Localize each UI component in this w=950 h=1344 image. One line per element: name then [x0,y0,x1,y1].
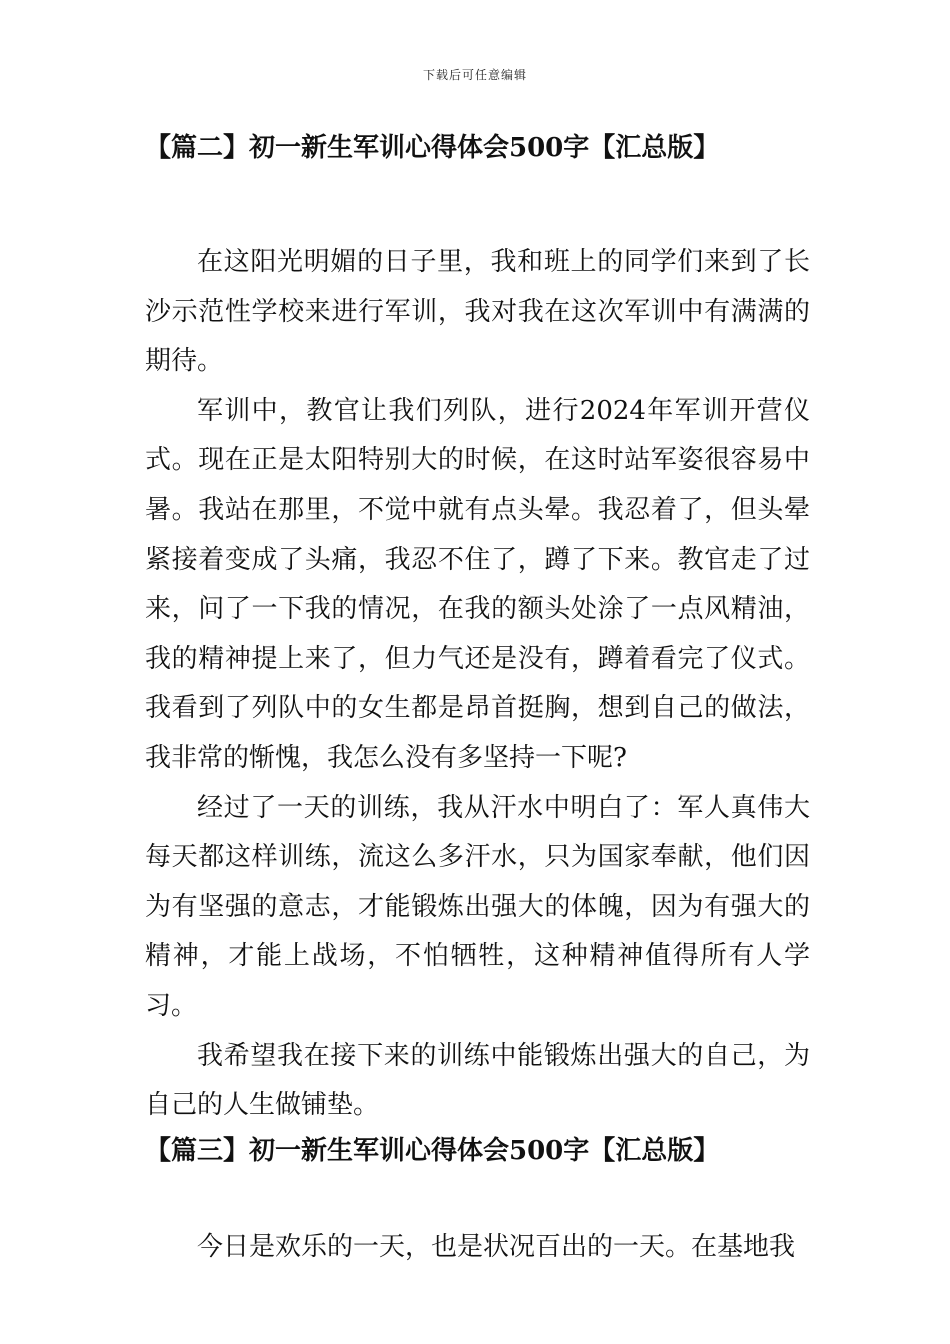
section-2-paragraph-1: 在这阳光明媚的日子里，我和班上的同学们来到了长沙示范性学校来进行军训，我对我在这次军训中有满满的期待。 [145,247,810,377]
section-2-heading: 【篇二】初一新生军训心得体会500字【汇总版】 [145,133,720,163]
section-3-heading: 【篇三】初一新生军训心得体会500字【汇总版】 [145,1135,720,1166]
section-2-paragraph-2: 军训中，教官让我们列队，进行2024年军训开营仪式。现在正是太阳特别大的时候，在这时站军姿很容易中暑。我站在那里，不觉中就有点头晕。我忍着了，但头晕紧接着变成了头痛，我忍不住了，蹲了下来。教官走了过来，问了一下我的情况，在我的额头处涂了一点风精油，我的精神提上来了，但力气还是没有，蹲着看完了仪式。我看到了列队中的女生都是昂首挺胸，想到自己的做法，我非常的惭愧，我怎么没有多坚持一下呢? [145,395,810,773]
section-2-paragraph-4: 我希望我在接下来的训练中能锻炼出强大的自己，为自己的人生做铺垫。 [145,1040,810,1121]
header-note: 下载后可任意编辑 [422,68,527,82]
section-2-paragraph-3: 经过了一天的训练，我从汗水中明白了：军人真伟大每天都这样训练，流这么多汗水，只为国家奉献，他们因为有坚强的意志，才能锻炼出强大的体魄，因为有强大的精神，才能上战场，不怕牺牲，这种精神值得所有人学习。 [145,792,810,1021]
document-body [145,128,810,1272]
section-3-paragraph-1: 今日是欢乐的一天，也是状况百出的一天。在基地我 [197,1231,796,1262]
